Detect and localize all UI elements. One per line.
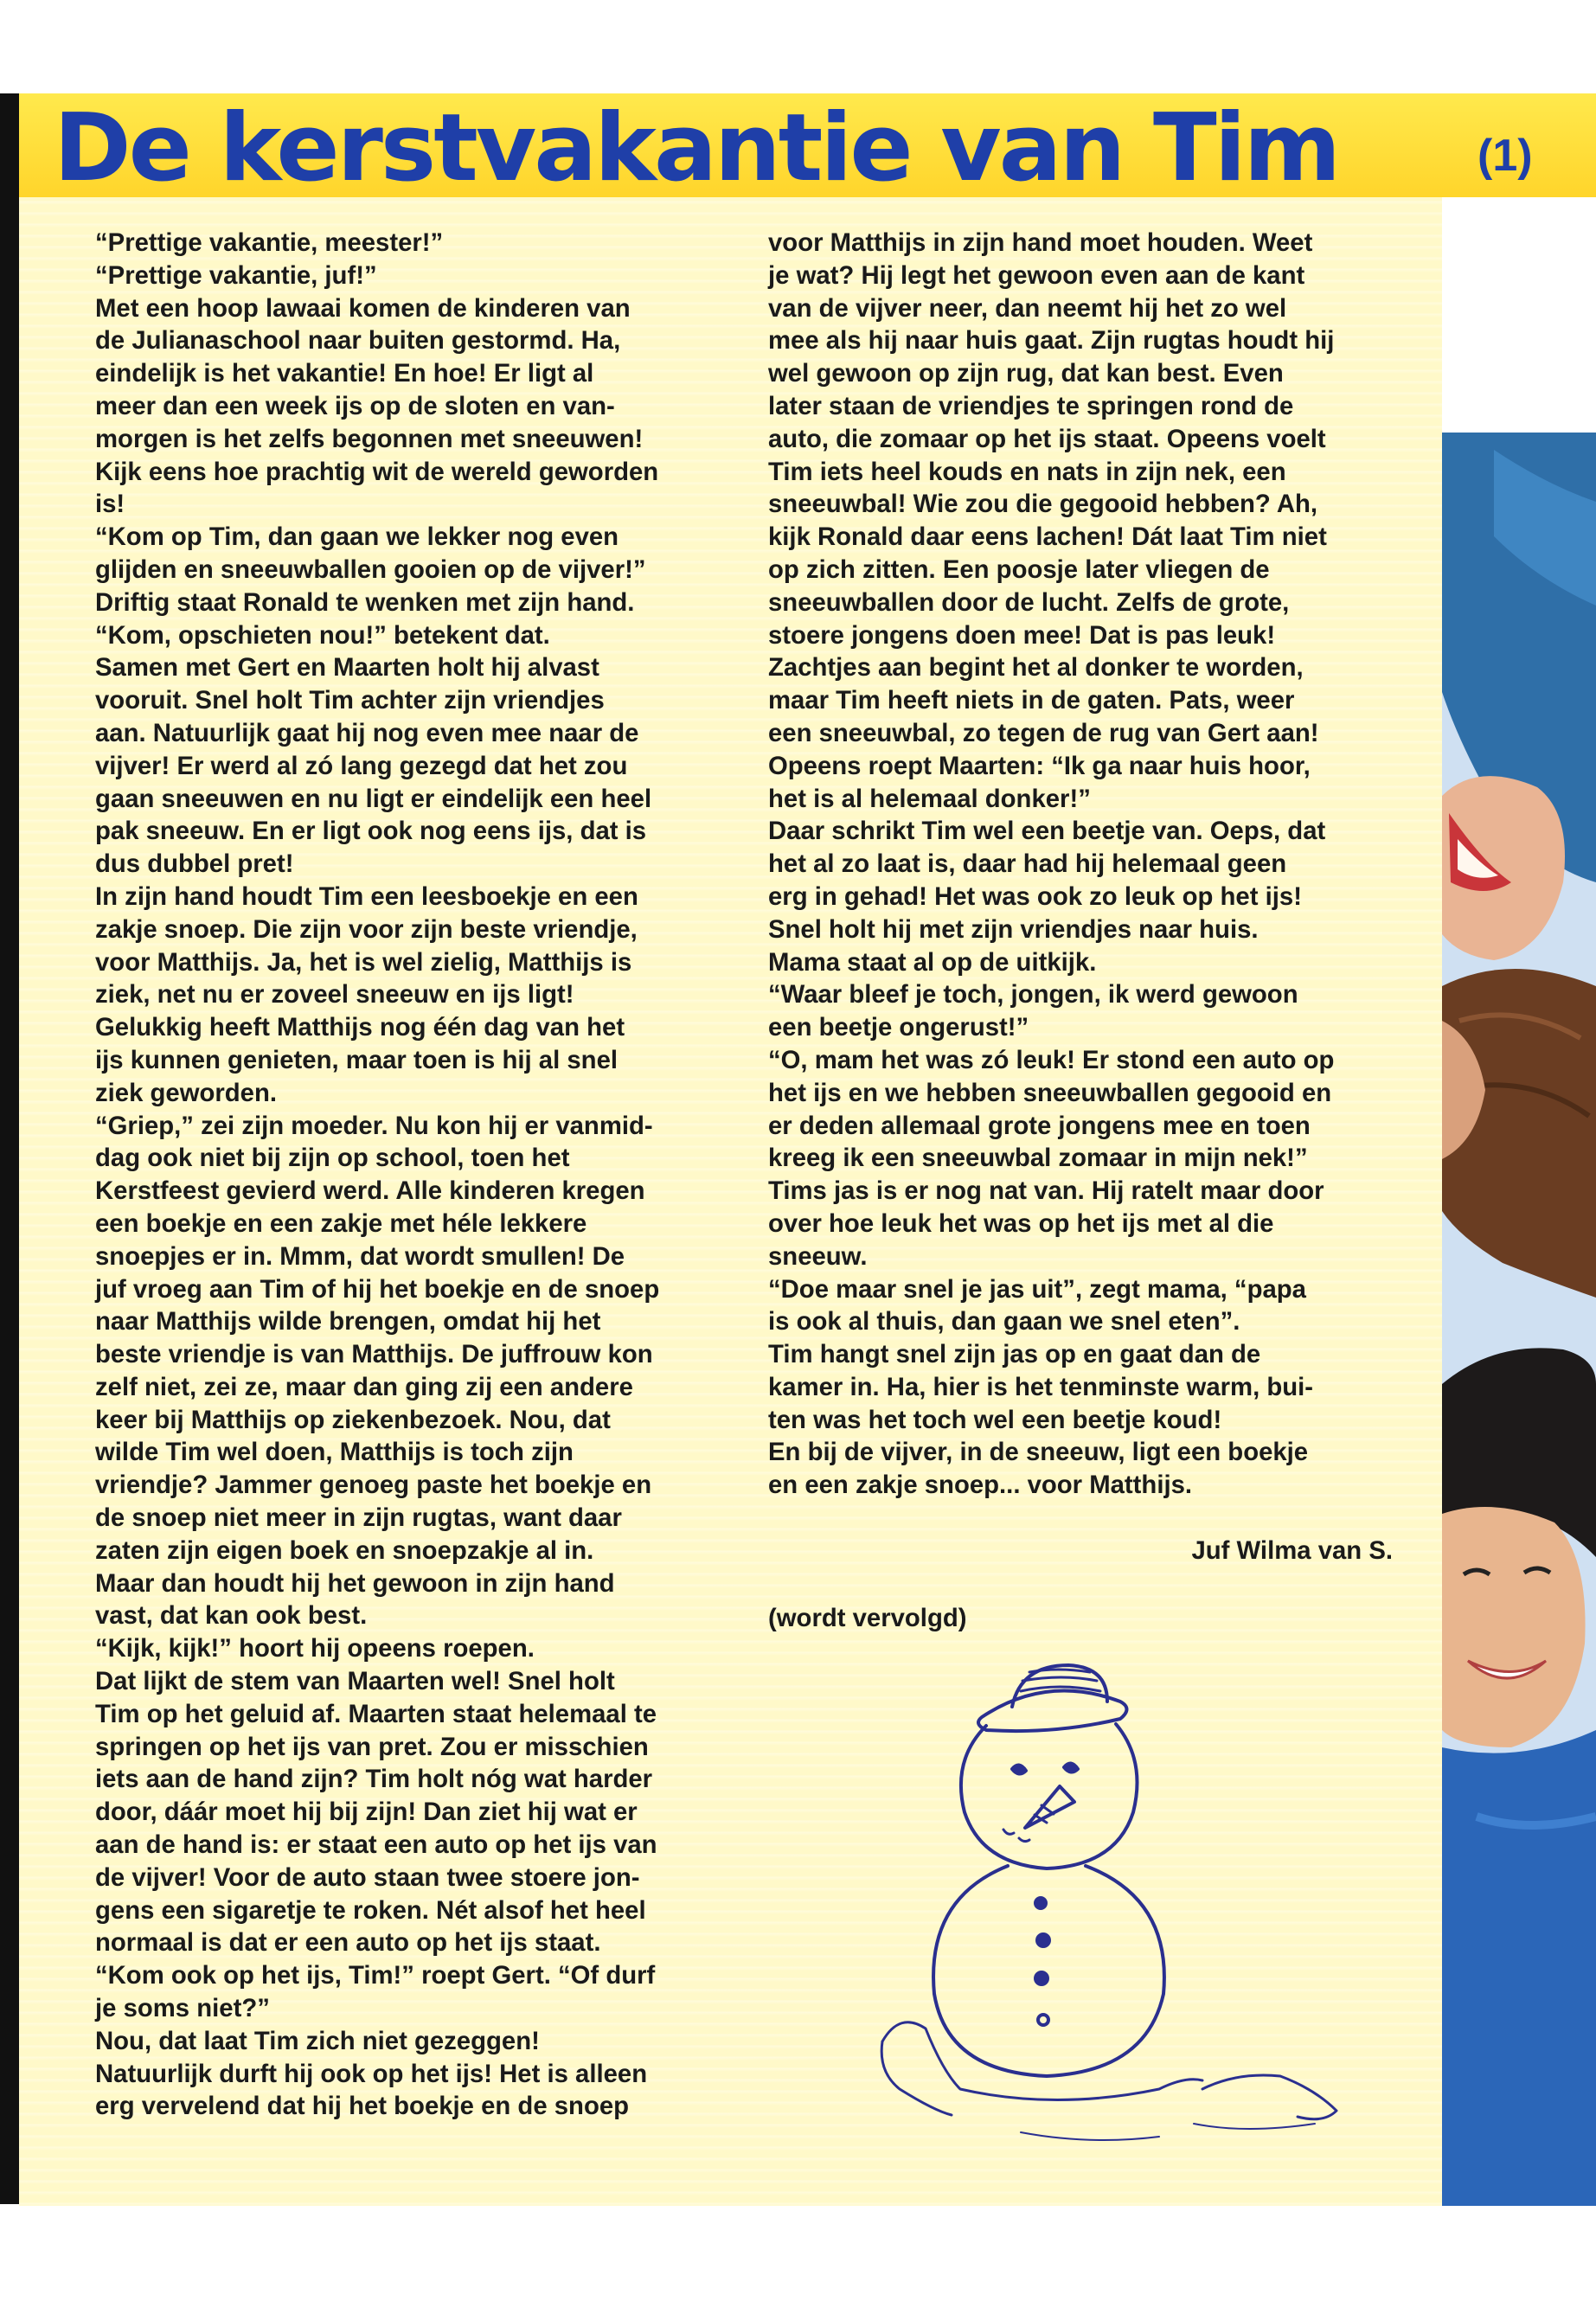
story-line: Opeens roept Maarten: “Ik ga naar huis hoor, [768,751,1311,780]
story-line: Maar dan houdt hij het gewoon in zijn hand [95,1568,615,1598]
story-line: ziek, net nu er zoveel sneeuw en ijs ligt! [95,980,574,1009]
story-line: de Julianaschool naar buiten gestormd. Ha, [95,326,621,356]
story-line: vriendje? Jammer genoeg paste het boekje en [95,1471,652,1500]
story-line: over hoe leuk het was op het ijs met al die [768,1208,1274,1238]
story-line: Nou, dat laat Tim zich niet gezeggen! [95,2026,540,2055]
story-line: sneeuwballen door de lucht. Zelfs de grote, [768,587,1290,617]
story-line: beste vriendje is van Matthijs. De juffrouw kon [95,1340,653,1369]
story-line: keer bij Matthijs op ziekenbezoek. Nou, dat [95,1405,611,1434]
snow-ground [882,2022,1202,2100]
story-line: Tim hangt snel zijn jas op en gaat dan de [768,1340,1261,1369]
page-title: De kerstvakantie van Tim [54,94,1339,202]
story-line: auto, die zomaar op het ijs staat. Opeens voelt [768,424,1326,453]
story-line: Mama staat al op de uitkijk. [768,947,1097,977]
story-line: maar Tim heeft niets in de gaten. Pats, weer [768,686,1295,715]
story-line: snoepjes er in. Mmm, dat wordt smullen! De [95,1241,625,1271]
story-line: wel gewoon op zijn rug, dat kan best. Even [768,359,1284,388]
button-1 [1035,1898,1046,1908]
story-line: juf vroeg aan Tim of hij het boekje en de snoep [95,1274,660,1304]
button-3 [1035,1972,1048,1984]
story-line: normaal is dat er een auto op het ijs staat. [95,1928,601,1958]
story-line: “Waar bleef je toch, jongen, ik werd gewoon [768,980,1298,1009]
story-line: het ijs en we hebben sneeuwballen gegooid en [768,1078,1332,1107]
story-line: pak sneeuw. En er ligt ook nog eens ijs, dat is [95,817,647,846]
snowman-body [933,1866,1164,2076]
story-line: wilde Tim wel doen, Matthijs is toch zijn [95,1438,574,1467]
story-line: het al zo laat is, daar had hij helemaal geen [768,849,1287,879]
story-line: aan. Natuurlijk gaat hij nog even mee naar de [95,718,639,747]
story-line: is ook al thuis, dan gaan we snel eten”. [768,1307,1240,1336]
snowman-head [961,1724,1138,1868]
story-line: van de vijver neer, dan neemt hij het zo wel [768,293,1287,323]
story-line: ziek geworden. [95,1078,278,1107]
story-line: “Kijk, kijk!” hoort hij opeens roepen. [95,1634,535,1663]
story-line: Natuurlijk durft hij ook op het ijs! Het is alleen [95,2059,648,2088]
story-line: sneeuw. [768,1241,868,1271]
story-line: de vijver! Voor de auto staan twee stoere jon- [95,1862,640,1892]
story-line: Kerstfeest gevierd werd. Alle kinderen kregen [95,1176,645,1206]
story-column-right [768,227,1426,1502]
story-line: Dat lijkt de stem van Maarten wel! Snel holt [95,1667,615,1696]
story-line: “Kom ook op het ijs, Tim!” roept Gert. “Of durf [95,1961,656,1990]
story-line: ten was het toch wel een beetje koud! [768,1405,1222,1434]
story-line: dus dubbel pret! [95,849,294,879]
story-line: vijver! Er werd al zó lang gezegd dat het zou [95,751,628,780]
button-2 [1037,1934,1049,1946]
story-line: Samen met Gert en Maarten holt hij alvast [95,653,599,683]
story-line: voor Matthijs. Ja, het is wel zielig, Matthijs is [95,947,632,977]
story-line: een boekje en een zakje met héle lekkere [95,1208,587,1238]
story-line: iets aan de hand zijn? Tim holt nóg wat harder [95,1765,653,1794]
story-line: Tim op het geluid af. Maarten staat helemaal te [95,1699,657,1728]
story-line: je soms niet?” [95,1994,270,2023]
story-line: naar Matthijs wilde brengen, omdat hij het [95,1307,601,1336]
story-line: “Doe maar snel je jas uit”, zegt mama, “papa [768,1274,1306,1304]
story-line: springen op het ijs van pret. Zou er misschien [95,1732,649,1761]
story-line: en een zakje snoep... voor Matthijs. [768,1471,1193,1500]
story-line: gens een sigaretje te roken. Nét alsof het heel [95,1895,646,1925]
part-number: (1) [1477,131,1533,181]
story-line: stoere jongens doen mee! Dat is pas leuk! [768,620,1276,650]
children-photo [1442,433,1596,2206]
story-line: is! [95,490,125,519]
blue-clothing [1442,1730,1596,2206]
story-line: Gelukkig heeft Matthijs nog één dag van het [95,1013,625,1042]
story-line: En bij de vijver, in de sneeuw, ligt een boekje [768,1438,1309,1467]
story-line: glijden en sneeuwballen gooien op de vijver!” [95,554,646,584]
button-4 [1038,2015,1048,2025]
mouth [1003,1830,1029,1842]
story-line: “Kom op Tim, dan gaan we lekker nog even [95,522,619,552]
story-line: erg vervelend dat hij het boekje en de snoep [95,2092,630,2121]
story-column-left [95,227,753,2123]
story-line: eindelijk is het vakantie! En hoe! Er ligt al [95,359,594,388]
story-line: ijs kunnen genieten, maar toen is hij al snel [95,1045,619,1074]
author-signature: Juf Wilma van S. [1191,1536,1393,1565]
story-line: morgen is het zelfs begonnen met sneeuwen! [95,424,644,453]
story-line: mee als hij naar huis gaat. Zijn rugtas houdt hij [768,326,1335,356]
story-line: Zachtjes aan begint het al donker te worden, [768,653,1304,683]
story-line: “O, mam het was zó leuk! Er stond een auto op [768,1045,1335,1074]
story-line: aan de hand is: er staat een auto op het ijs van [95,1830,657,1860]
hat-brim [978,1691,1127,1732]
story-line: dag ook niet bij zijn op school, toen het [95,1144,570,1173]
story-line: het is al helemaal donker!” [768,784,1091,813]
story-line: voor Matthijs in zijn hand moet houden. Weet [768,228,1313,257]
story-line: kijk Ronald daar eens lachen! Dát laat Tim niet [768,522,1327,552]
story-line: de snoep niet meer in zijn rugtas, want daar [95,1503,622,1533]
to-be-continued: (wordt vervolgd) [768,1604,967,1632]
story-line: “Prettige vakantie, juf!” [95,260,377,290]
story-line: Snel holt hij met zijn vriendjes naar huis. [768,914,1259,944]
story-line: vast, dat kan ook best. [95,1601,368,1631]
story-line: je wat? Hij legt het gewoon even aan de kant [768,260,1305,290]
story-line: er deden allemaal grote jongens mee en toen [768,1111,1311,1140]
story-line: op zich zitten. Een poosje later vliegen de [768,554,1270,584]
story-line: zaten zijn eigen boek en snoepzakje al in. [95,1535,594,1565]
story-line: Tim iets heel kouds en nats in zijn nek, een [768,457,1286,486]
story-line: een beetje ongerust!” [768,1013,1029,1042]
story-line: Kijk eens hoe prachtig wit de wereld geworden [95,457,659,486]
story-line: “Prettige vakantie, meester!” [95,228,444,257]
eye-right [1064,1763,1078,1772]
story-line: zelf niet, zei ze, maar dan ging zij een andere [95,1372,633,1401]
story-line: Tims jas is er nog nat van. Hij ratelt maar door [768,1176,1324,1206]
snowman-illustration [830,1639,1393,2158]
story-line: Driftig staat Ronald te wenken met zijn hand. [95,587,635,617]
story-line: Daar schrikt Tim wel een beetje van. Oeps, dat [768,817,1326,846]
story-line: “Griep,” zei zijn moeder. Nu kon hij er vanmid- [95,1111,653,1140]
story-line: erg in gehad! Het was ook zo leuk op het ijs! [768,881,1302,911]
story-line: een sneeuwbal, zo tegen de rug van Gert aan! [768,718,1319,747]
story-line: zakje snoep. Die zijn voor zijn beste vriendje, [95,914,638,944]
story-line: kreeg ik een sneeuwbal zomaar in mijn nek!” [768,1144,1308,1173]
story-line: In zijn hand houdt Tim een leesboekje en een [95,881,638,911]
story-line: sneeuwbal! Wie zou die gegooid hebben? Ah, [768,490,1318,519]
eye-left [1012,1765,1026,1773]
story-line: “Kom, opschieten nou!” betekent dat. [95,620,550,650]
story-line: door, dáár moet hij bij zijn! Dan ziet hij wat er [95,1798,638,1827]
carrot-nose [1025,1786,1074,1828]
story-line: kamer in. Ha, hier is het tenminste warm, bui- [768,1372,1314,1401]
story-line: Met een hoop lawaai komen de kinderen van [95,293,631,323]
story-line: later staan de vriendjes te springen rond de [768,391,1294,420]
story-line: gaan sneeuwen en nu ligt er eindelijk een heel [95,784,652,813]
story-line: vooruit. Snel holt Tim achter zijn vriendjes [95,686,605,715]
left-black-bar [0,93,19,2204]
story-line: meer dan een week ijs op de sloten en van- [95,391,615,420]
